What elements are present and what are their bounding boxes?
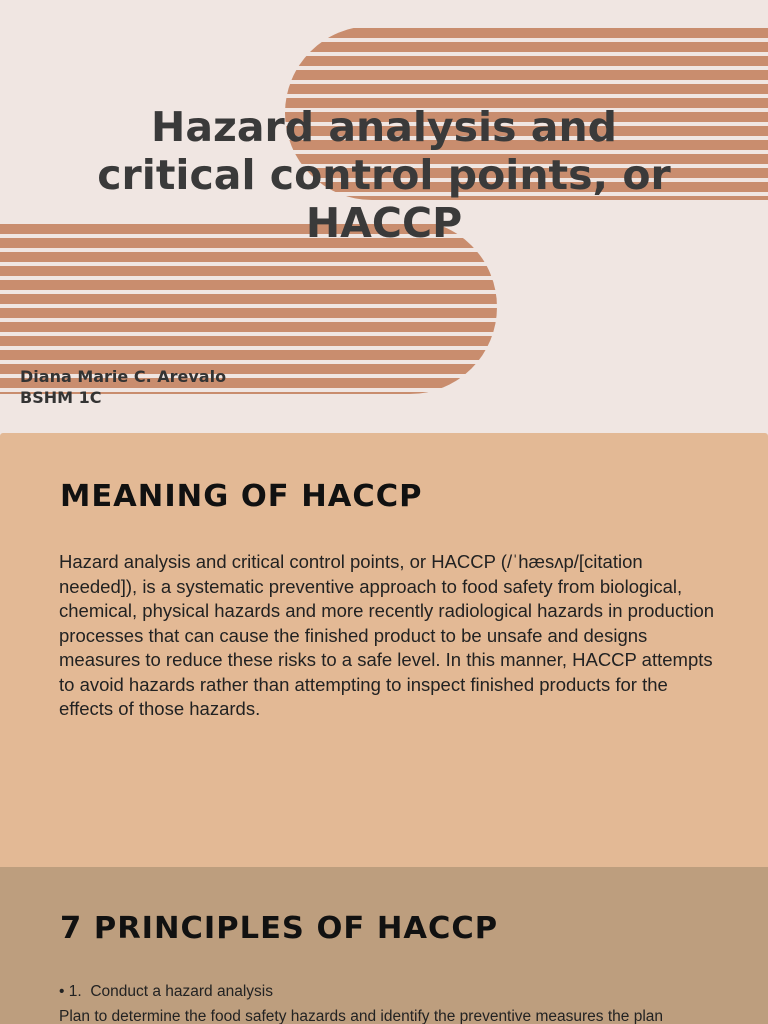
bullet-icon: •	[59, 983, 65, 1000]
principle-description: Plan to determine the food safety hazards and identify the preventive measures the plan	[59, 1008, 664, 1024]
principle-number: 1.	[68, 983, 82, 1000]
presentation-title	[0, 103, 768, 247]
title-slide	[0, 0, 768, 432]
meaning-body: Hazard analysis and critical control points, or HACCP (/ˈhæsʌp/[citation needed]), is a systematic preventive approach to food safety from biological, chemical, physical hazards and more recently radiological hazards in production processes that can cause the finished product to be unsafe and designs measures to reduce these risks to a safe level. In this manner, HACCP attempts to avoid hazards rather than attempting to inspect finished products for the effects of those hazards.	[59, 551, 715, 719]
title-line-1: Hazard analysis and	[151, 103, 617, 151]
author-section: BSHM 1C	[20, 388, 102, 407]
meaning-heading: MEANING OF HACCP	[60, 479, 423, 514]
author-name: Diana Marie C. Arevalo	[20, 367, 227, 386]
principle-item	[59, 983, 273, 1001]
principles-slide	[0, 867, 768, 1024]
title-line-2: critical control points, or	[97, 151, 671, 199]
author-block	[20, 366, 226, 408]
title-line-3: HACCP	[305, 199, 463, 247]
meaning-slide	[0, 433, 768, 867]
principles-heading: 7 PRINCIPLES OF HACCP	[60, 911, 499, 946]
principle-title: Conduct a hazard analysis	[90, 983, 273, 1000]
